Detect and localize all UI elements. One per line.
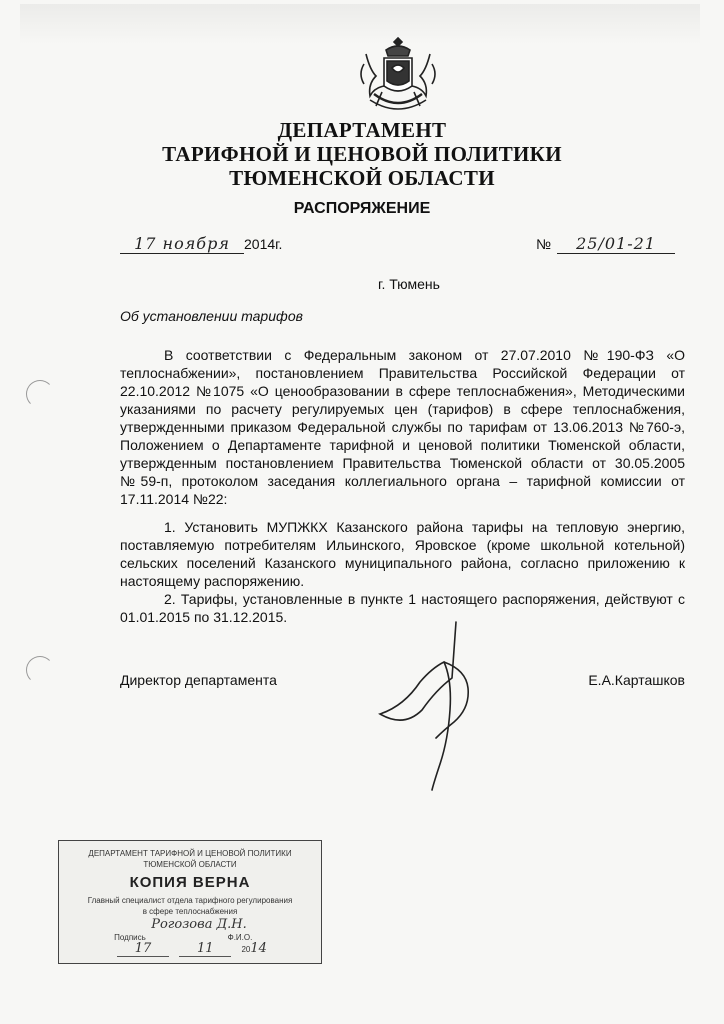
handwritten-signature (374, 618, 484, 794)
city: г. Тюмень (378, 276, 440, 292)
stamp-line-1: ДЕПАРТАМЕНТ ТАРИФНОЙ И ЦЕНОВОЙ ПОЛИТИКИ (88, 849, 292, 858)
stamp-line-3: Главный специалист отдела тарифного регулирования (87, 896, 293, 905)
stamp-date (117, 941, 267, 957)
date-handwritten: 17 ноября (120, 234, 244, 254)
stamp-line-2: ТЮМЕНСКОЙ ОБЛАСТИ (143, 860, 237, 869)
stamp-title: КОПИЯ ВЕРНА (129, 874, 251, 891)
list-item-2: 2. Тарифы, установленные в пункте 1 настоящего распоряжения, действуют с 01.01.2015 по 31.12.2015. (120, 591, 685, 625)
punch-hole-bottom (26, 656, 54, 684)
document-number (536, 234, 675, 254)
stamp-label-fio: Ф.И.О. (227, 933, 253, 942)
stamp-date-day: 17 (117, 941, 169, 957)
preamble-paragraph: В соответствии с Федеральным законом от 27.07.2010 №190-ФЗ «О теплоснабжении», постановлением Правительства Российской Федерации от 22.10.2012 №1075 «О ценообразовании в сфере теплоснабжения», Методическими указаниями по расчету регулируемых цен (тарифов) в сфере теплоснабжения, утвержденными приказом Федеральной службы по тарифам от 13.06.2013 №760-э, Положением о Департаменте тарифной и ценовой политики Тюменской области, утвержденным постановлением Правительства Тюменской области от 30.05.2005 №59-п, протоколом заседания коллегиального органа – тарифной комиссии от 17.11.2014 №22: (120, 347, 685, 507)
stamp-date-month: 11 (179, 941, 231, 957)
punch-hole-top (26, 380, 54, 408)
document-date (120, 234, 282, 258)
signatory-position: Директор департамента (120, 672, 277, 688)
list-item-1: 1. Установить МУПЖКХ Казанского района тарифы на тепловую энергию, поставляемую потребителям Ильинского, Яровское (кроме школьной котельной) сельских поселений Казанского муниципального района, согласно приложению к настоящему распоряжению. (120, 519, 685, 589)
signatory-name: Е.А.Карташков (588, 672, 685, 688)
number-sign: № (536, 236, 552, 252)
stamp-year-prefix: 20 (241, 945, 251, 954)
header-line-1: ДЕПАРТАМЕНТ (277, 118, 447, 142)
coat-of-arms-emblem (354, 34, 442, 118)
document-type: РАСПОРЯЖЕНИЕ (293, 200, 431, 217)
header-line-3: ТЮМЕНСКОЙ ОБЛАСТИ (229, 166, 495, 190)
date-year: 2014г. (244, 236, 283, 252)
stamp-line-4: в сфере теплоснабжения (142, 907, 238, 916)
number-handwritten: 25/01-21 (557, 234, 675, 254)
stamp-date-year: 14 (250, 941, 267, 956)
header-line-2: ТАРИФНОЙ И ЦЕНОВОЙ ПОЛИТИКИ (162, 142, 562, 166)
stamp-handwritten-name: Рогозова Д.Н. (151, 917, 247, 932)
subject-heading: Об установлении тарифов (120, 308, 303, 324)
stamp-label-sign: Подпись (114, 933, 146, 942)
certified-copy-stamp (58, 840, 322, 964)
